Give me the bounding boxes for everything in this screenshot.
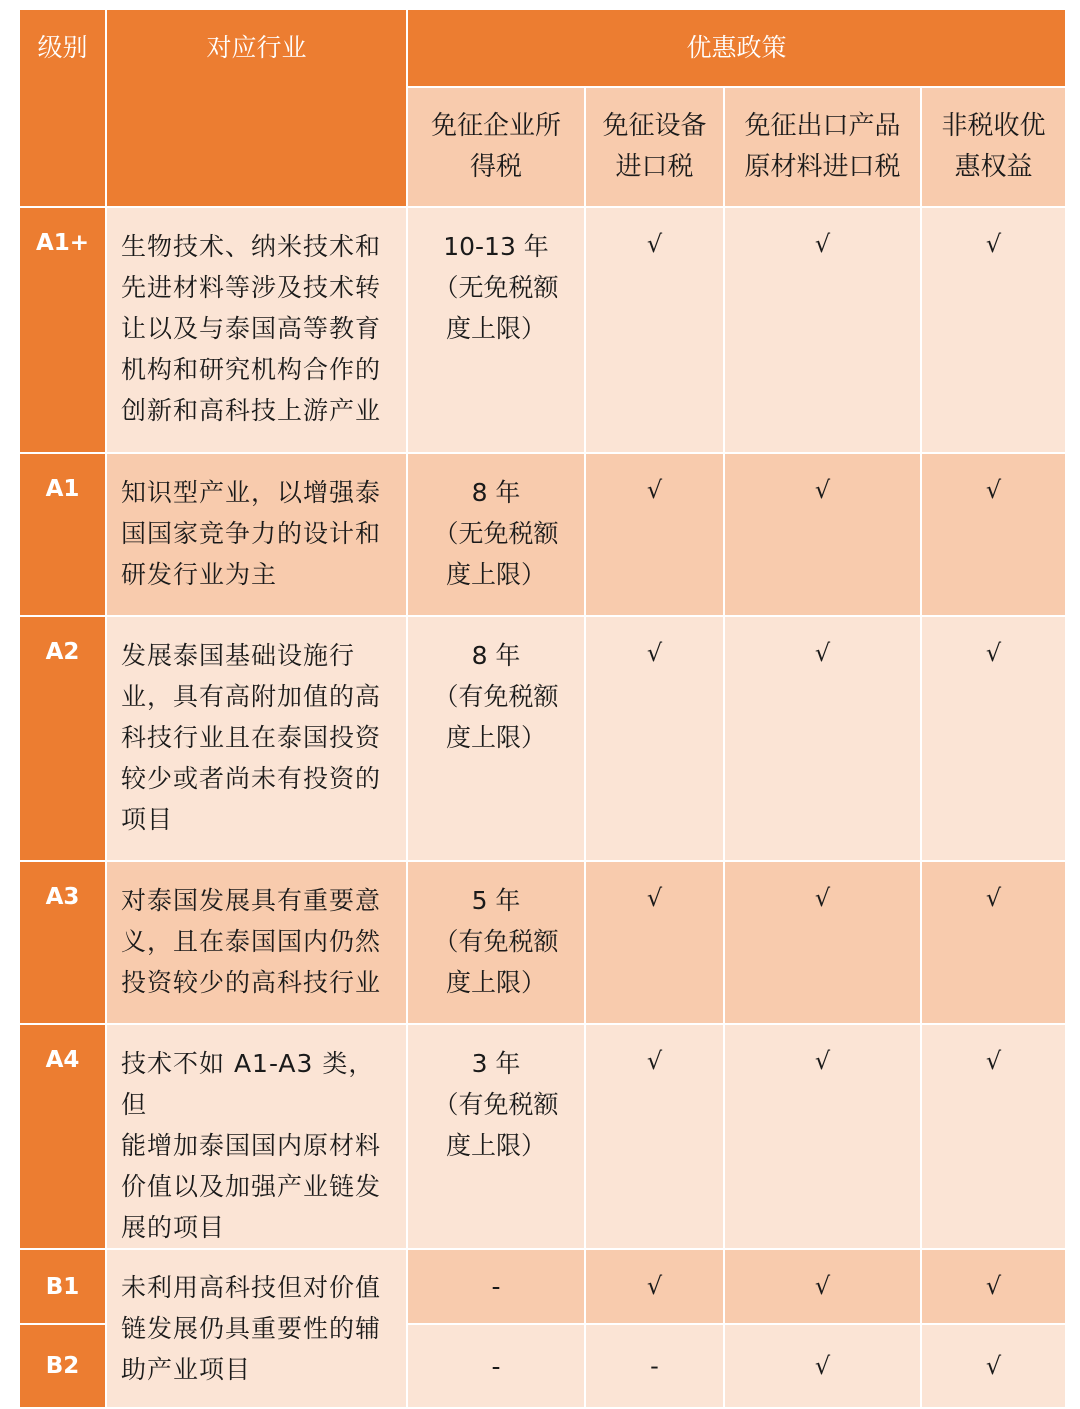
industry-line: 知识型产业，以增强泰: [121, 478, 382, 507]
subheader-text: 非税收优: [941, 111, 1046, 141]
exempt-line: 度上限）: [445, 723, 546, 752]
table-row: [19, 861, 1066, 1024]
equipment-tax-cell: -: [585, 1324, 724, 1408]
industry-line: 创新和高科技上游产业: [121, 396, 382, 425]
header-level: 级别: [19, 9, 106, 207]
industry-line: 价值以及加强产业链发: [121, 1172, 382, 1201]
table-row: [19, 1249, 1066, 1324]
nontax-benefit-cell: √: [921, 207, 1066, 453]
industry-line: 对泰国发展具有重要意: [121, 886, 382, 915]
equipment-tax-cell: √: [585, 453, 724, 616]
industry-line: 先进材料等涉及技术转: [121, 273, 382, 302]
income-tax-cell: [407, 616, 585, 861]
industry-line: 助产业项目: [121, 1355, 252, 1384]
level-cell: A1: [19, 453, 106, 616]
equipment-tax-cell: √: [585, 861, 724, 1024]
header-industry: 对应行业: [106, 9, 407, 207]
material-tax-cell: √: [724, 861, 921, 1024]
nontax-benefit-cell: √: [921, 1024, 1066, 1249]
exempt-line: （有免税额: [433, 1090, 559, 1119]
exempt-line: 3 年: [471, 1049, 521, 1078]
industry-cell: [106, 1024, 407, 1249]
industry-line: 未利用高科技但对价值: [121, 1273, 382, 1302]
income-tax-cell: [407, 1249, 585, 1324]
industry-line: 能增加泰国国内原材料: [121, 1131, 382, 1160]
income-tax-cell: [407, 1324, 585, 1408]
level-cell: A2: [19, 616, 106, 861]
material-tax-cell: √: [724, 453, 921, 616]
material-tax-cell: √: [724, 1324, 921, 1408]
subheader-income-tax: [407, 87, 585, 207]
exempt-line: 10-13 年: [443, 232, 549, 261]
industry-line: 展的项目: [121, 1213, 226, 1242]
industry-cell: [106, 453, 407, 616]
industry-cell: [106, 861, 407, 1024]
nontax-benefit-cell: √: [921, 1249, 1066, 1324]
subheader-material-tax: [724, 87, 921, 207]
equipment-tax-cell: √: [585, 1249, 724, 1324]
table-row: [19, 1024, 1066, 1249]
exempt-line: 5 年: [471, 886, 521, 915]
material-tax-cell: √: [724, 207, 921, 453]
material-tax-cell: √: [724, 1249, 921, 1324]
equipment-tax-cell: √: [585, 207, 724, 453]
header-policy: 优惠政策: [407, 9, 1066, 87]
industry-line: 让以及与泰国高等教育: [121, 314, 382, 343]
subheader-nontax-benefit: [921, 87, 1066, 207]
nontax-benefit-cell: √: [921, 1324, 1066, 1408]
industry-line: 技术不如 A1-A3 类，但: [121, 1049, 375, 1119]
subheader-text: 免征设备: [602, 111, 707, 141]
nontax-benefit-cell: √: [921, 616, 1066, 861]
exempt-line: 度上限）: [445, 1131, 546, 1160]
material-tax-cell: √: [724, 616, 921, 861]
exempt-line: （无免税额: [433, 273, 559, 302]
subheader-text: 免征出口产品: [744, 111, 901, 141]
income-tax-cell: [407, 1024, 585, 1249]
exempt-line: （无免税额: [433, 519, 559, 548]
industry-cell: [106, 616, 407, 861]
exempt-line: 8 年: [471, 478, 521, 507]
level-cell: A4: [19, 1024, 106, 1249]
industry-line: 国国家竞争力的设计和: [121, 519, 382, 548]
exempt-line: -: [491, 1272, 501, 1301]
level-cell: A1+: [19, 207, 106, 453]
subheader-equipment-tax: [585, 87, 724, 207]
industry-line: 研发行业为主: [121, 560, 278, 589]
exempt-line: （有免税额: [433, 927, 559, 956]
equipment-tax-cell: √: [585, 1024, 724, 1249]
industry-line: 机构和研究机构合作的: [121, 355, 382, 384]
industry-line: 项目: [121, 805, 174, 834]
exempt-line: -: [491, 1351, 501, 1381]
industry-line: 发展泰国基础设施行: [121, 641, 356, 670]
nontax-benefit-cell: √: [921, 453, 1066, 616]
exempt-line: 度上限）: [445, 968, 546, 997]
industry-cell: [106, 207, 407, 453]
subheader-text: 免征企业所: [430, 111, 561, 141]
industry-line: 生物技术、纳米技术和: [121, 232, 382, 261]
subheader-text: 进口税: [615, 152, 694, 182]
industry-line: 科技行业且在泰国投资: [121, 723, 382, 752]
level-cell: B1: [19, 1249, 106, 1324]
industry-cell: [106, 1249, 407, 1408]
exempt-line: 度上限）: [445, 560, 546, 589]
industry-line: 业，具有高附加值的高: [121, 682, 382, 711]
industry-line: 链发展仍具重要性的辅: [121, 1314, 382, 1343]
industry-line: 较少或者尚未有投资的: [121, 764, 382, 793]
income-tax-cell: [407, 207, 585, 453]
income-tax-cell: [407, 453, 585, 616]
income-tax-cell: [407, 861, 585, 1024]
nontax-benefit-cell: √: [921, 861, 1066, 1024]
level-cell: B2: [19, 1324, 106, 1408]
level-cell: A3: [19, 861, 106, 1024]
table-row: [19, 453, 1066, 616]
table-row: [19, 207, 1066, 453]
exempt-line: 度上限）: [445, 314, 546, 343]
header-row: [19, 9, 1066, 87]
exempt-line: 8 年: [471, 641, 521, 670]
equipment-tax-cell: √: [585, 616, 724, 861]
subheader-text: 原材料进口税: [744, 152, 901, 182]
bonus-policy-table: [18, 8, 1067, 1409]
industry-line: 义，且在泰国国内仍然: [121, 927, 382, 956]
material-tax-cell: √: [724, 1024, 921, 1249]
table-row: [19, 616, 1066, 861]
industry-line: 投资较少的高科技行业: [121, 968, 382, 997]
subheader-text: 惠权益: [954, 152, 1033, 182]
subheader-text: 得税: [469, 152, 522, 182]
exempt-line: （有免税额: [433, 682, 559, 711]
